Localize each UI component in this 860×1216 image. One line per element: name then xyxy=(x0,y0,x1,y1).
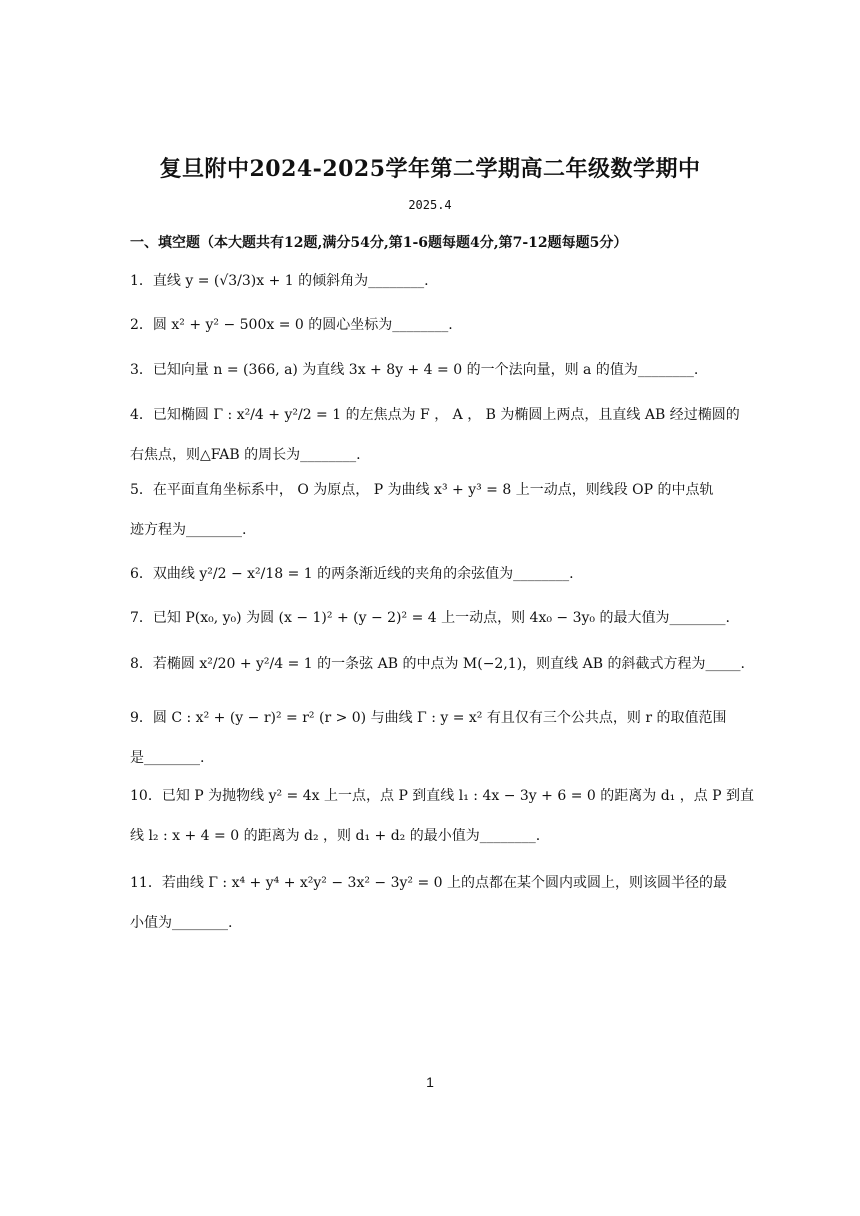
question-4 xyxy=(130,395,740,475)
question-7 xyxy=(130,598,730,638)
question-line: 3．已知向量 n = (366, a) 为直线 3x + 8y + 4 = 0 的一个法向量，则 a 的值为________. xyxy=(130,362,699,378)
question-5 xyxy=(130,470,730,550)
question-11 xyxy=(130,863,730,943)
question-line: 4．已知椭圆 Γ : x²/4 + y²/2 = 1 的左焦点为 F ， A ， B 为椭圆上两点，且直线 AB 经过椭圆的 xyxy=(130,407,740,423)
question-line: 右焦点，则△FAB 的周长为________. xyxy=(130,447,361,463)
question-line: 7．已知 P(x₀, y₀) 为圆 (x − 1)² + (y − 2)² = 4 上一动点，则 4x₀ − 3y₀ 的最大值为________. xyxy=(130,610,730,626)
section-heading: 一、填空题（本大题共有12题,满分54分,第1-6题每题4分,第7-12题每题5分） xyxy=(130,235,628,251)
question-3 xyxy=(130,350,730,390)
question-line: 是________. xyxy=(130,750,205,766)
question-line: 迹方程为________. xyxy=(130,522,247,538)
question-line: 10．已知 P 为抛物线 y² = 4x 上一点，点 P 到直线 l₁ : 4x − 3y + 6 = 0 的距离为 d₁ ，点 P 到直 xyxy=(130,788,755,804)
question-line: 11．若曲线 Γ : x⁴ + y⁴ + x²y² − 3x² − 3y² = 0 上的点都在某个圆内或圆上，则该圆半径的最 xyxy=(130,875,728,891)
question-6 xyxy=(130,554,730,594)
exam-date: 2025.4 xyxy=(408,198,452,212)
question-line: 9．圆 C : x² + (y − r)² = r² (r > 0) 与曲线 Γ : y = x² 有且仅有三个公共点，则 r 的取值范围 xyxy=(130,710,727,726)
question-line: 5．在平面直角坐标系中， O 为原点， P 为曲线 x³ + y³ = 8 上一动点，则线段 OP 的中点轨 xyxy=(130,482,714,498)
question-line: 8．若椭圆 x²/20 + y²/4 = 1 的一条弦 AB 的中点为 M(−2,1)，则直线 AB 的斜截式方程为_____. xyxy=(130,656,745,672)
question-line: 1．直线 y = (√3/3)x + 1 的倾斜角为________. xyxy=(130,273,429,289)
question-1 xyxy=(130,261,730,301)
question-10 xyxy=(130,776,755,856)
page-number: 1 xyxy=(426,1074,434,1090)
page-title: 复旦附中2024-2025学年第二学期高二年级数学期中 xyxy=(159,156,701,182)
question-2 xyxy=(130,305,730,345)
question-8 xyxy=(130,644,745,684)
question-line: 6．双曲线 y²/2 − x²/18 = 1 的两条渐近线的夹角的余弦值为________. xyxy=(130,566,574,582)
question-line: 线 l₂ : x + 4 = 0 的距离为 d₂ ，则 d₁ + d₂ 的最小值为________. xyxy=(130,828,541,844)
question-9 xyxy=(130,698,730,778)
question-line: 2．圆 x² + y² − 500x = 0 的圆心坐标为________. xyxy=(130,317,453,333)
question-line: 小值为________. xyxy=(130,915,233,931)
